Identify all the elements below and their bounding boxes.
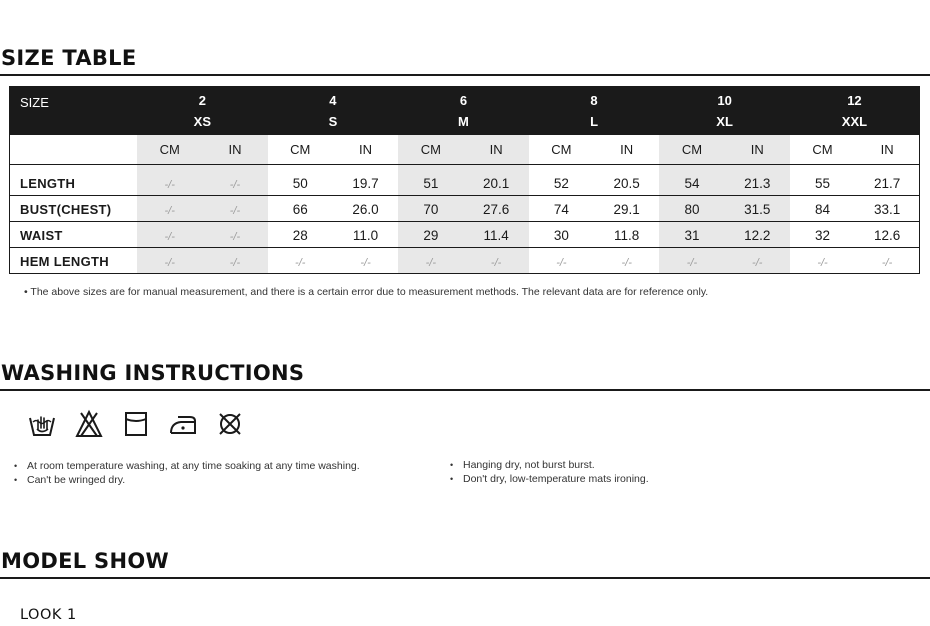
size-number: 10 [717, 92, 732, 108]
unit-in: IN [594, 135, 659, 165]
table-cell: -/- [202, 222, 267, 248]
table-cell: 50 [268, 165, 333, 196]
table-cell: -/- [725, 248, 790, 274]
size-column-2-xs [137, 87, 268, 135]
size-letter: XXL [841, 113, 868, 129]
care-icons [27, 409, 245, 439]
table-cell: 31.5 [725, 196, 790, 222]
unit-cm: CM [659, 135, 724, 165]
unit-row-spacer [10, 135, 138, 165]
table-cell: -/- [137, 165, 202, 196]
table-cell: -/- [137, 222, 202, 248]
table-cell: -/- [202, 248, 267, 274]
measurement-name: WAIST [10, 222, 138, 248]
table-cell: -/- [398, 248, 463, 274]
table-cell: 12.6 [855, 222, 919, 248]
size-column-8-l [529, 87, 660, 135]
table-cell: -/- [659, 248, 724, 274]
unit-row [10, 135, 920, 165]
table-cell: -/- [202, 196, 267, 222]
table-cell: 29 [398, 222, 463, 248]
unit-cm: CM [268, 135, 333, 165]
size-column-10-xl [659, 87, 790, 135]
size-column-6-m [398, 87, 529, 135]
do-not-tumble-dry-icon [215, 409, 245, 439]
model-show-title: MODEL SHOW [1, 549, 169, 573]
table-cell: 12.2 [725, 222, 790, 248]
instruction-item: • Can't be wringed dry. [12, 473, 360, 487]
measurement-name: HEM LENGTH [20, 254, 109, 269]
table-cell: 27.6 [463, 196, 528, 222]
table-row [10, 248, 920, 274]
do-not-bleach-icon [74, 409, 104, 439]
table-cell: 11.0 [333, 222, 398, 248]
size-column-12-xxl [790, 87, 920, 135]
size-letter: XS [193, 113, 211, 129]
table-cell: 80 [659, 196, 724, 222]
size-number: 2 [198, 92, 206, 108]
table-cell: 74 [529, 196, 594, 222]
table-cell: 70 [398, 196, 463, 222]
size-corner-label: SIZE [20, 95, 49, 110]
washing-instructions-left [12, 459, 360, 487]
instruction-item: • Hanging dry, not burst burst. [448, 458, 649, 472]
unit-in: IN [855, 135, 919, 165]
table-cell: 32 [790, 222, 855, 248]
table-cell: 66 [268, 196, 333, 222]
table-cell: -/- [137, 196, 202, 222]
table-cell: 52 [529, 165, 594, 196]
size-letter: XL [716, 113, 733, 129]
table-cell: 21.7 [855, 165, 919, 196]
table-cell: 19.7 [333, 165, 398, 196]
table-cell: -/- [360, 257, 371, 269]
table-cell: -/- [463, 248, 528, 274]
table-cell: 51 [398, 165, 463, 196]
unit-cm: CM [398, 135, 463, 165]
table-cell: 30 [529, 222, 594, 248]
table-cell: -/- [202, 165, 267, 196]
table-cell: 28 [268, 222, 333, 248]
iron-low-icon [168, 409, 198, 439]
washing-divider [0, 389, 930, 391]
table-cell: 84 [790, 196, 855, 222]
unit-in: IN [463, 135, 528, 165]
unit-in: IN [202, 135, 267, 165]
table-cell: 11.4 [463, 222, 528, 248]
table-cell: 21.3 [725, 165, 790, 196]
size-table-divider [0, 74, 930, 76]
hand-wash-icon [27, 409, 57, 439]
size-letter: M [458, 113, 469, 129]
instruction-item: • Don't dry, low-temperature mats ironing. [448, 472, 649, 486]
table-cell: -/- [137, 248, 202, 274]
size-number: 6 [459, 92, 468, 108]
look-label: LOOK 1 [20, 607, 77, 623]
size-table-body [10, 165, 920, 274]
unit-cm: CM [529, 135, 594, 165]
table-cell: 33.1 [855, 196, 919, 222]
unit-in: IN [725, 135, 790, 165]
unit-cm: CM [137, 135, 202, 165]
table-row [10, 165, 920, 196]
size-letter: S [328, 113, 338, 129]
size-header-row [10, 87, 920, 135]
table-cell: 20.1 [463, 165, 528, 196]
table-cell: -/- [295, 257, 306, 269]
table-cell: 20.5 [594, 165, 659, 196]
measurement-name: LENGTH [10, 165, 138, 196]
table-cell: -/- [556, 257, 567, 269]
size-table-title: SIZE TABLE [1, 46, 137, 70]
model-show-divider [0, 577, 930, 579]
size-number: 8 [590, 92, 598, 108]
table-cell: 29.1 [594, 196, 659, 222]
table-row [10, 196, 920, 222]
washing-title: WASHING INSTRUCTIONS [1, 361, 305, 385]
table-cell: -/- [881, 257, 893, 269]
instruction-item: • At room temperature washing, at any time soaking at any time washing. [12, 459, 360, 473]
measurement-name: BUST(CHEST) [10, 196, 138, 222]
unit-in: IN [333, 135, 398, 165]
table-cell: -/- [621, 257, 632, 269]
hang-dry-icon [121, 409, 151, 439]
size-number: 4 [329, 92, 337, 108]
table-row [10, 222, 920, 248]
measurement-note: • The above sizes are for manual measurement, and there is a certain error due to measurement methods. The relevant data are for reference only. [24, 286, 709, 298]
size-number: 12 [847, 92, 862, 108]
table-cell: 11.8 [594, 222, 659, 248]
size-letter: L [590, 113, 599, 129]
table-cell: -/- [817, 257, 828, 269]
size-column-4-s [268, 87, 399, 135]
table-cell: 31 [659, 222, 724, 248]
table-cell: 55 [790, 165, 855, 196]
washing-instructions-right [448, 458, 649, 486]
table-cell: 26.0 [333, 196, 398, 222]
size-table [9, 86, 920, 274]
unit-cm: CM [790, 135, 855, 165]
table-cell: 54 [659, 165, 724, 196]
